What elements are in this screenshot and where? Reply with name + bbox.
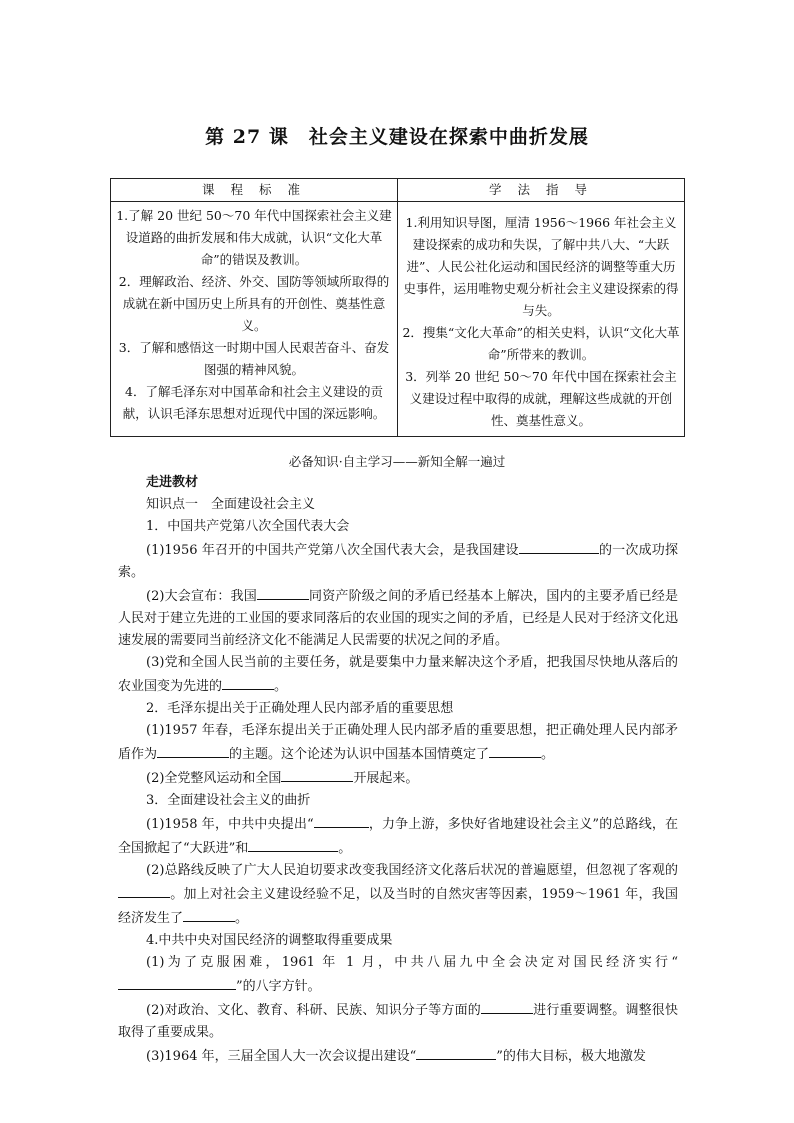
paragraph: (1)1958 年，中共中央提出“ ，力争上游，多快好省地建设社会主义”的总路线，在全国掀起了“大跃进”和 。 <box>118 812 678 860</box>
methods-cell <box>398 202 685 437</box>
fill-blank[interactable] <box>248 836 338 852</box>
paragraph: (1)1957 年春，毛泽东提出关于正确处理人民内部矛盾的重要思想，把正确处理人民内部矛盾作为 的主题。这个论述为认识中国基本国情奠定了 。 <box>118 723 678 762</box>
paragraph: (1)为了克服困难，1961 年 1 月，中共八届九中全会决定对国民经济实行“”的八字方针。 <box>118 952 678 998</box>
method-item: 1.利用知识导图，厘清 1956～1966 年社会主义建设探索的成功和失误，了解中共八大、“大跃进”、人民公社化运动和国民经济的调整等重大历史事件，运用唯物史观分析社会主义建设探索的得与失。 <box>403 215 679 318</box>
fill-blank[interactable] <box>157 742 229 758</box>
standard-item: 1.了解 20 世纪 50～70 年代中国探索社会主义建设道路的曲折发展和伟大成就，认识“文化大革命”的错误及教训。 <box>116 208 392 267</box>
paragraph: (2)全党整风运动和全国 开展起来。 <box>118 766 678 790</box>
standard-item: 4．了解毛泽东对中国革命和社会主义建设的贡献，认识毛泽东思想对近现代中国的深远影响。 <box>122 384 386 421</box>
method-item: 3．列举 20 世纪 50～70 年代中国在探索社会主义建设过程中取得的成就，理解这些成就的开创性、奠基性意义。 <box>405 369 677 428</box>
fill-blank[interactable] <box>118 882 170 898</box>
paragraph: (3)1964 年，三届全国人大一次会议提出建设“ ”的伟大目标，极大地激发 <box>118 1044 678 1068</box>
topic-heading: 1．中国共产党第八次全国代表大会 <box>146 519 350 534</box>
section-heading: 必备知识·自主学习——新知全解一遍过 <box>288 454 506 469</box>
topic-heading: 4.中共中央对国民经济的调整取得重要成果 <box>146 933 393 948</box>
sub-heading: 走进教材 <box>146 475 199 490</box>
topic-heading: 2．毛泽东提出关于正确处理人民内部矛盾的重要思想 <box>146 701 454 716</box>
standards-cell <box>111 202 398 437</box>
fill-blank[interactable] <box>118 974 236 990</box>
fill-blank[interactable] <box>257 584 309 600</box>
fill-blank[interactable] <box>519 538 599 554</box>
fill-blank[interactable] <box>314 812 369 828</box>
paragraph: (1)1956 年召开的中国共产党第八次全国代表大会，是我国建设 的一次成功探索。 <box>118 538 678 584</box>
topic-heading: 3．全面建设社会主义的曲折 <box>146 793 311 808</box>
fill-blank[interactable] <box>481 998 533 1014</box>
fill-blank[interactable] <box>222 674 274 690</box>
standard-item: 2．理解政治、经济、外交、国防等领域所取得的成就在新中国历史上所具有的开创性、奠基性意义。 <box>118 274 390 333</box>
lesson-body <box>118 472 678 1068</box>
table-header-standards: 课 程 标 准 <box>111 179 398 202</box>
paragraph: (2)对政治、文化、教育、科研、民族、知识分子等方面的 进行重要调整。调整很快取得了重要成果。 <box>118 998 678 1044</box>
knowledge-point-heading: 知识点一 全面建设社会主义 <box>146 497 316 512</box>
fill-blank[interactable] <box>183 906 235 922</box>
fill-blank[interactable] <box>281 766 353 782</box>
method-item: 2．搜集“文化大革命”的相关史料，认识“文化大革命”所带来的教训。 <box>402 325 680 362</box>
fill-blank[interactable] <box>489 742 541 758</box>
paragraph: (3)党和全国人民当前的主要任务，就是要集中力量来解决这个矛盾，把我国尽快地从落后的农业国变为先进的 。 <box>118 655 678 694</box>
paragraph: (2)总路线反映了广大人民迫切要求改变我国经济文化落后状况的普遍愿望，但忽视了客观的。加上对社会主义建设经验不足，以及当时的自然灾害等因素，1959～1961 年，我国经济发生了 。 <box>118 863 678 926</box>
standard-item: 3．了解和感悟这一时期中国人民艰苦奋斗、奋发图强的精神风貌。 <box>118 340 390 377</box>
table-header-methods: 学 法 指 导 <box>398 179 685 202</box>
page-title: 第 27 课 社会主义建设在探索中曲折发展 <box>205 126 589 148</box>
fill-blank[interactable] <box>416 1044 496 1060</box>
curriculum-table <box>110 178 685 437</box>
paragraph: (2)大会宣布：我国 同资产阶级之间的矛盾已经基本上解决，国内的主要矛盾已经是人民对于建立先进的工业国的要求同落后的农业国的现实之间的矛盾，已经是人民对于经济文化迅速发展的需要同当前经济文化不能满足人民需要的状况之间的矛盾。 <box>118 584 678 652</box>
